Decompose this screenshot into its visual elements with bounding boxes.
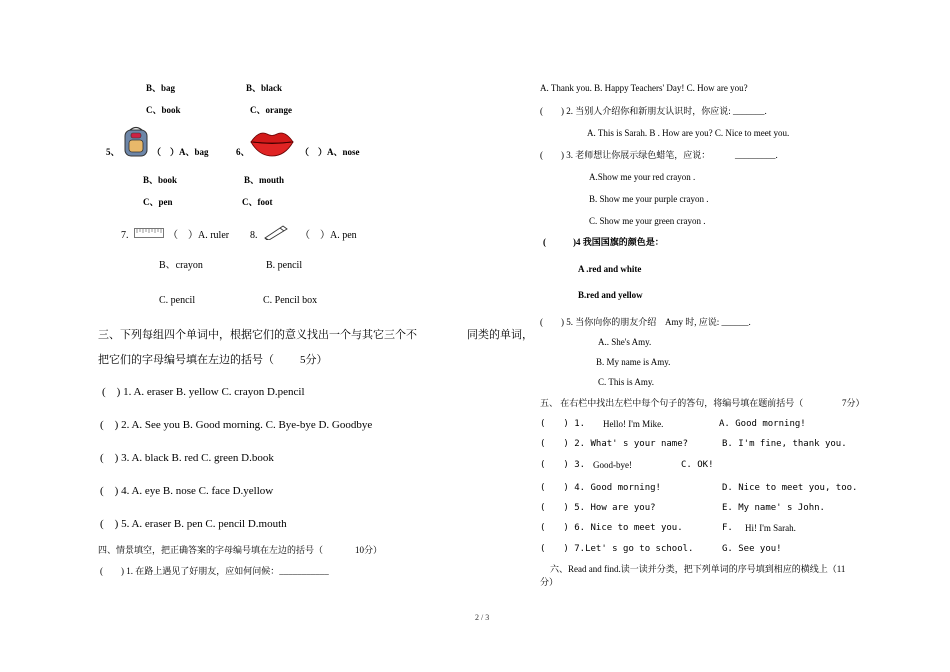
match-row-right: C. OK! [681, 460, 714, 470]
lips-picture [249, 128, 295, 158]
section-6-heading: 六、Read and find.读一读并分类，把下列单词的序号填到相应的横线上（11 [550, 564, 846, 574]
match-row-left: ( ) 4. Good morning! [540, 483, 661, 493]
question-row: ( ) 2. 当别人介绍你和新朋友认识时，你应说: _______. [540, 106, 767, 116]
match-row-left: ( ) 1. [540, 419, 586, 429]
match-row-left: ( ) 5. How are you? [540, 503, 656, 513]
option-text: B、bag [146, 83, 176, 93]
question-row: ( ) 2. A. See you B. Good morning. C. Bye-bye D. Goodbye [100, 419, 373, 431]
option-row: C. Show me your green crayon . [589, 216, 706, 226]
question-row: ( ) 4. A. eye B. nose C. face D.yellow [100, 485, 274, 497]
question-row: Amy 时, 应说: ______. [665, 317, 751, 327]
backpack-picture [121, 126, 151, 158]
option-text: B. pencil [266, 260, 303, 271]
question-number: 7. [121, 230, 129, 241]
match-row-left: Hello! I'm Mike. [603, 419, 664, 429]
option-row: A.Show me your red crayon . [589, 172, 696, 182]
question-row: ( ) 5. 当你向你的朋友介绍 [540, 317, 657, 327]
match-row-left: Good-bye! [593, 460, 632, 470]
option-text: C. pencil [159, 295, 196, 306]
option-text: C、foot [242, 197, 273, 207]
question-row: ( ) 1. 在路上遇见了好朋友，应如何问候：___________ [100, 566, 329, 576]
option-row: A .red and white [578, 264, 642, 274]
match-row-left: ( ) 6. Nice to meet you. [540, 523, 683, 533]
match-row-left: ( ) 2. What' s your name? [540, 439, 689, 449]
answer-blank: _________. [735, 150, 778, 160]
section-3-heading: 把它们的字母编号填在左边的括号（ [98, 354, 274, 366]
section-4-heading: 四、情景填空，把正确答案的字母编号填在左边的括号（ [98, 545, 324, 555]
ruler-picture [134, 225, 164, 235]
question-row: ( ) 3. A. black B. red C. green D.book [100, 452, 274, 464]
match-row-left: ( ) 3. [540, 460, 586, 470]
option-text: C、pen [143, 197, 173, 207]
option-text: C. Pencil box [263, 295, 318, 306]
question-text: （ ）A、nose [300, 147, 360, 157]
question-text: （ ）A. pen [300, 230, 357, 241]
question-text: （ ）A、bag [152, 147, 209, 157]
question-number: 5、 [106, 147, 120, 157]
question-number: 8. [250, 230, 258, 241]
section-3-heading: 三、下列每组四个单词中，根据它们的意义找出一个与其它三个不 [98, 329, 417, 341]
section-5-score: 7分） [842, 398, 865, 408]
match-row-right: A. Good morning! [719, 419, 806, 429]
match-row-right: E. My name' s John. [722, 503, 825, 513]
question-number: 6、 [236, 147, 250, 157]
section-3-heading: 同类的单词， [467, 329, 533, 341]
match-row-right: D. Nice to meet you, too. [722, 483, 858, 493]
option-row: A.. She's Amy. [598, 337, 652, 347]
option-text: B、black [246, 83, 283, 93]
section-6-heading: 分） [540, 577, 559, 587]
question-row: ( ) 5. A. eraser B. pen C. pencil D.mouth [100, 518, 287, 530]
option-text: C、orange [250, 105, 292, 115]
match-row-right: G. See you! [722, 544, 782, 554]
option-text: B、crayon [159, 260, 203, 271]
question-row: ( )4 我国国旗的颜色是： [543, 237, 664, 247]
option-text: B、mouth [244, 175, 285, 185]
page-number: 2 / 3 [475, 613, 490, 622]
question-text: （ ）A. ruler [168, 230, 230, 241]
option-row: B. My name is Amy. [596, 357, 671, 367]
section-3-score: 5分） [300, 354, 328, 366]
match-row-right: Hi! I'm Sarah. [745, 523, 796, 533]
question-row: ( ) 3. 老师想让你展示绿色蜡笔，应说： [540, 150, 711, 160]
option-row: A. Thank you. B. Happy Teachers' Day! C. How are you? [540, 83, 748, 93]
match-row-right: F. [722, 523, 733, 533]
option-row: C. This is Amy. [598, 377, 655, 387]
option-text: C、book [146, 105, 181, 115]
option-row: A. This is Sarah. B . How are you? C. Nice to meet you. [587, 128, 790, 138]
section-4-score: 10分） [355, 545, 383, 555]
pen-picture [263, 224, 289, 240]
section-5-heading: 五、 在右栏中找出左栏中每个句子的答句，将编号填在题前括号（ [540, 398, 804, 408]
option-row: B.red and yellow [578, 290, 643, 300]
option-row: B. Show me your purple crayon . [589, 194, 709, 204]
match-row-right: B. I'm fine, thank you. [722, 439, 847, 449]
question-row: ( ) 1. A. eraser B. yellow C. crayon D.pencil [102, 386, 305, 398]
option-text: B、book [143, 175, 178, 185]
match-row-left: ( ) 7.Let' s go to school. [540, 544, 694, 554]
